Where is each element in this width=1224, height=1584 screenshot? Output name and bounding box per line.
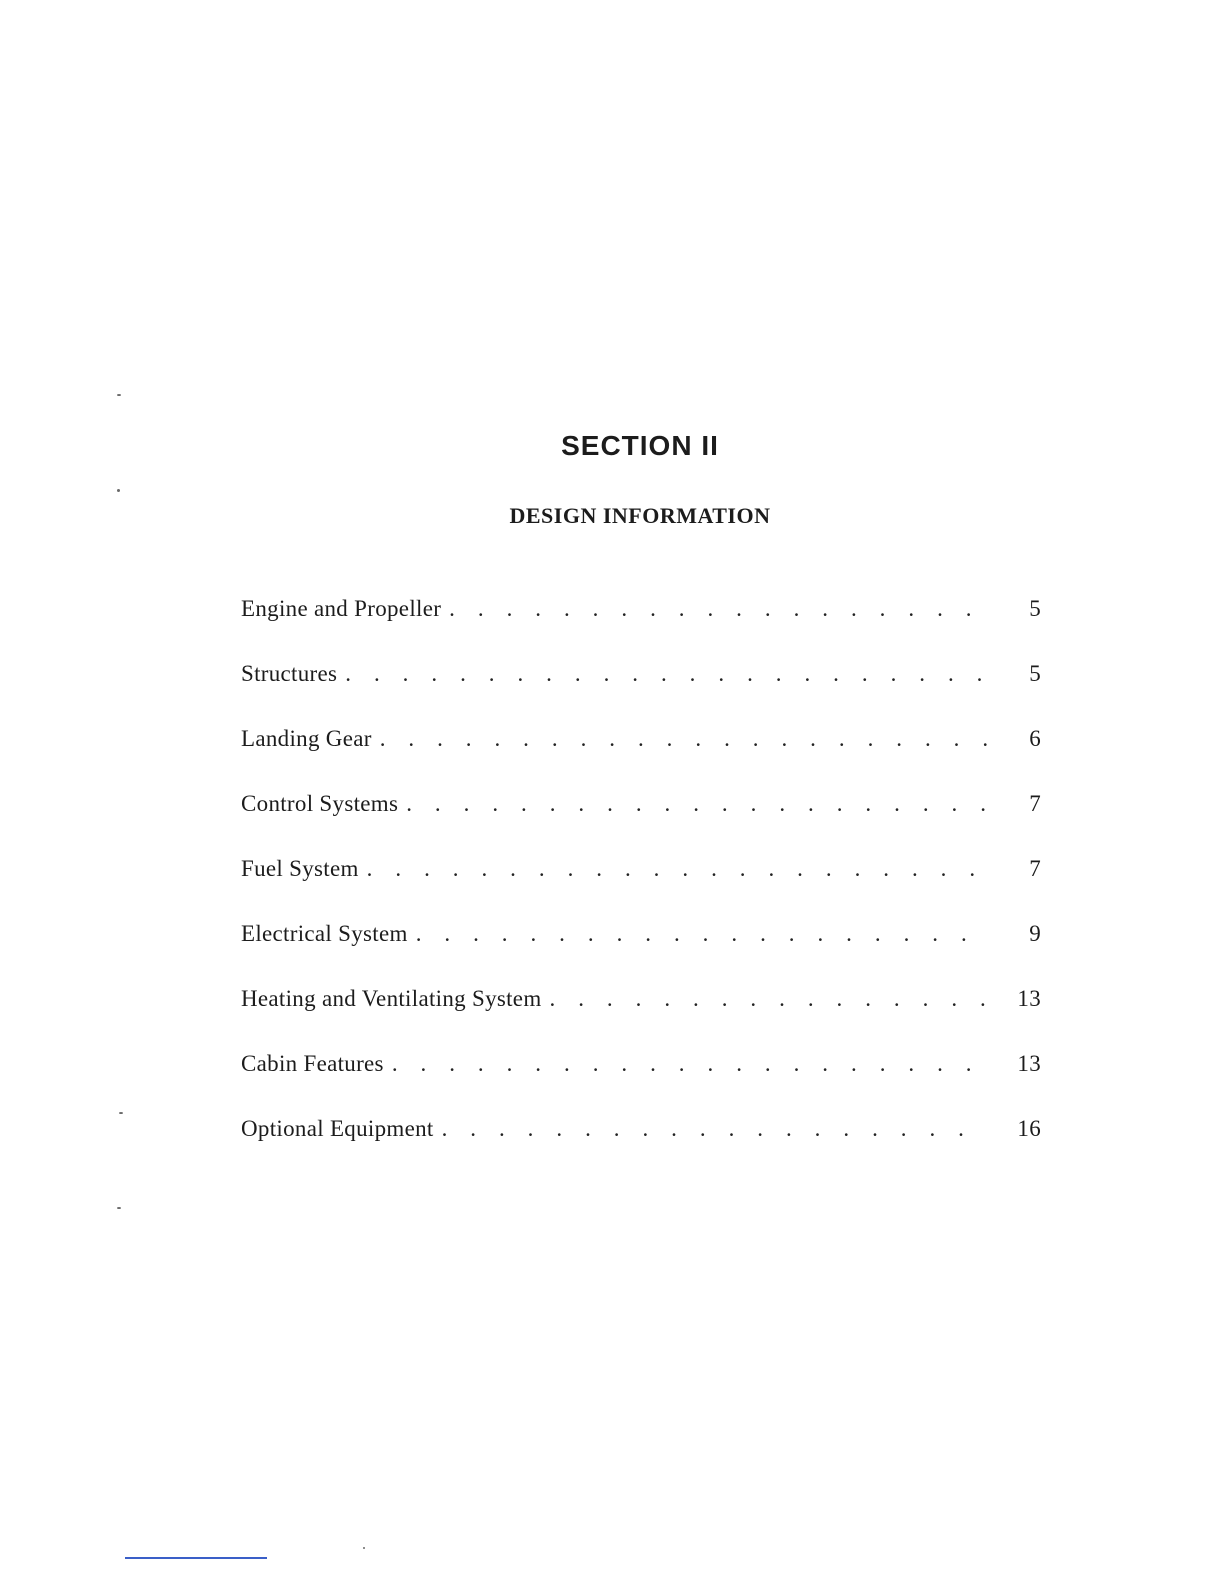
toc-dot-leader	[550, 986, 987, 1012]
toc-entry-label: Heating and Ventilating System	[241, 986, 542, 1011]
toc-entry-label: Control Systems	[241, 791, 399, 816]
scan-speck	[117, 394, 121, 396]
toc-entry-page: 7	[1029, 856, 1041, 881]
toc-entry-label: Engine and Propeller	[241, 596, 442, 621]
section-subtitle: DESIGN INFORMATION	[509, 503, 771, 528]
toc-entry-page: 5	[1029, 661, 1041, 686]
toc-dot-leader	[416, 921, 987, 947]
toc-dot-leader	[345, 661, 987, 687]
scan-speck	[363, 1547, 365, 1549]
toc-entry-page: 9	[1029, 921, 1041, 946]
toc-entry-engine-and-propeller	[241, 596, 1041, 661]
toc-entry-label: Structures	[241, 661, 338, 686]
table-of-contents	[241, 596, 1041, 1181]
toc-entry-structures	[241, 661, 1041, 726]
toc-entry-cabin-features	[241, 1051, 1041, 1116]
scan-speck	[117, 489, 120, 492]
toc-entry-optional-equipment	[241, 1116, 1041, 1181]
toc-dot-leader	[392, 1051, 987, 1077]
toc-entry-page: 6	[1029, 726, 1041, 751]
toc-dot-leader	[442, 1116, 987, 1142]
bottom-rule-mark	[125, 1557, 267, 1559]
toc-entry-fuel-system	[241, 856, 1041, 921]
toc-entry-page: 13	[1017, 1051, 1041, 1076]
toc-dot-leader	[380, 726, 987, 752]
toc-entry-label: Cabin Features	[241, 1051, 384, 1076]
toc-entry-label: Electrical System	[241, 921, 408, 946]
toc-entry-control-systems	[241, 791, 1041, 856]
toc-dot-leader	[449, 596, 987, 622]
scan-speck	[117, 1207, 121, 1209]
toc-entry-label: Fuel System	[241, 856, 359, 881]
toc-entry-label: Landing Gear	[241, 726, 372, 751]
toc-dot-leader	[406, 791, 987, 817]
toc-entry-heating-and-ventilating-system	[241, 986, 1041, 1051]
toc-entry-landing-gear	[241, 726, 1041, 791]
toc-entry-electrical-system	[241, 921, 1041, 986]
toc-entry-page: 16	[1017, 1116, 1041, 1141]
toc-dot-leader	[367, 856, 987, 882]
toc-entry-page: 13	[1017, 986, 1041, 1011]
toc-entry-label: Optional Equipment	[241, 1116, 434, 1141]
toc-entry-page: 7	[1029, 791, 1041, 816]
section-title: SECTION II	[561, 430, 719, 461]
toc-entry-page: 5	[1029, 596, 1041, 621]
scan-speck	[119, 1112, 123, 1114]
